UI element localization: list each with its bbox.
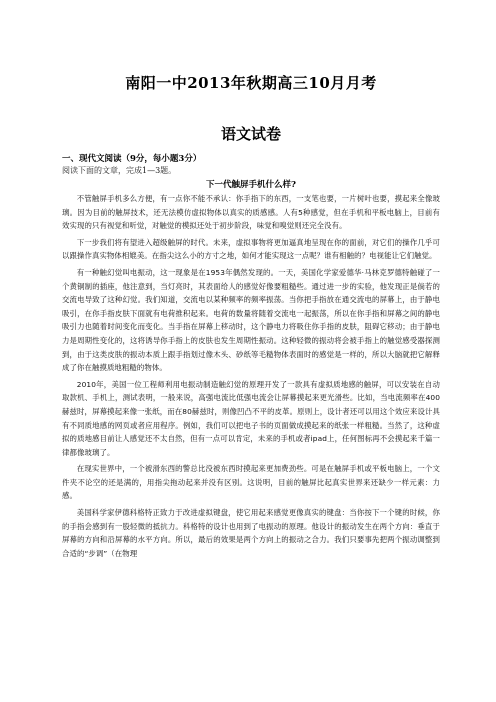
exam-title: 南阳一中2013年秋期高三10月月考 <box>125 74 377 92</box>
article-paragraph: 美国科学家伊德科格特正致力于改进虚拟键盘，使它用起来感觉更像真实的键盘：当你按下一个键的时候，你的手指会感到有一股轻微的抵抗力。科格特的设计也用到了电振动的原理。他设计的振动发生在两个方向：垂直于屏幕的方向和沿屏幕的水平方向。所以，最后的效果是两个方向上的振动之合力。我们只要事先把两个振动调整到合适的“步调”（在物理 <box>62 508 440 558</box>
article-paragraph: 2010年，美国一位工程师利用电振动制造触幻觉的原理开发了一款具有虚拟质地感的触屏，可以安装在自动取款机、手机上，测试表明，一般来说，高强电流比低强电流会让屏幕摸起来更光滑些。比如，当电流频率在400赫兹时，屏幕摸起来像一张纸，而在80赫兹时，则像凹凸不平的皮革。原则上，设计者还可以用这个效应来设计具有不同质地感的网页或者应用程序。例如，我们可以把电子书的页面做成摸起来的纸张一样粗糙。当然了，这种虚拟的质地感目前让人感觉还不太自然，但有一点可以肯定，未来的手机或者ipad上，任何图标再不会摸起来千篇一律都像玻璃了。 <box>62 379 440 457</box>
article-paragraph: 有一种触幻觉叫电振动，这一现象是在1953年偶然发现的。一天，美国化学家爱德华·马林克罗德特触碰了一个黄铜制的插座，他注意到，当灯亮时，其表面给人的感觉好像要粗糙些。通过进一步的实验，他发现正是倘若的交流电导致了这种幻觉。我们知道，交流电以某种频率的频率振荡。当你把手指放在通交流电的屏幕上，由于静电吸引，在你手指皮肤下面就有电荷推积起来。电荷的数量将随着交流电一起振荡，所以在你手指和屏幕之间的静电吸引力也随着时间变化而变化。当手指在屏幕上移动时，这个静电力将吸住你手指的皮肤，阻碍它移动；由于静电力是周期性变化的，这将诱导你手指上的皮肤也发生周期性振动。这种轻微的振动将会被手指上的触觉感受器探测到，由于这类皮肤的振动本质上跟手指划过像木头、砂纸等毛糙物体表面时的感觉是一样的，所以大脑就把它解释成了你在触摸质地粗糙的物体。 <box>62 267 440 373</box>
article-title: 下一代触屏手机什么样? <box>206 180 296 190</box>
article-paragraph: 在现实世界中，一个被滑东西的警总比没被东西时摸起来更加费劲些。可是在触屏手机或平板电脑上，一个文件夹不论空的还是满的，用指尖拖动起来并没有区别。这说明，目前的触屏比起真实世界来还缺少一样元素：力感。 <box>62 464 440 501</box>
paper-subject-title: 语文试卷 <box>220 125 281 143</box>
section-heading: 一、现代文阅读（9分，每小题3分） <box>62 154 202 164</box>
section-instruction: 阅读下面的文章，完成1—3题。 <box>62 166 177 175</box>
article-paragraph: 下一步我们将有望进入超级触屏的时代。未来，虚拟事物将更加逼真地呈现在你的面前，对它们的操作几乎可以跟操作真实物体相媲美。在指尖这么小的方寸之地，如何才能实现这一点呢？谁有相触的？电视能让它们触觉。 <box>62 237 440 261</box>
article-paragraph: 不管触屏手机多么方便，有一点你不能不承认：你手指下的东西，一支笔也要，一片树叶也要，摸起来全像玻璃。因为目前的触屏技术，还无法模仿虚拟物体以真实的质感感。人有5种感觉，但在手机和平板电脑上，目前有效实现的只有视觉和听觉，对触觉的模拟还处于初步阶段，味觉和嗅觉则还完全没有。 <box>62 194 440 231</box>
